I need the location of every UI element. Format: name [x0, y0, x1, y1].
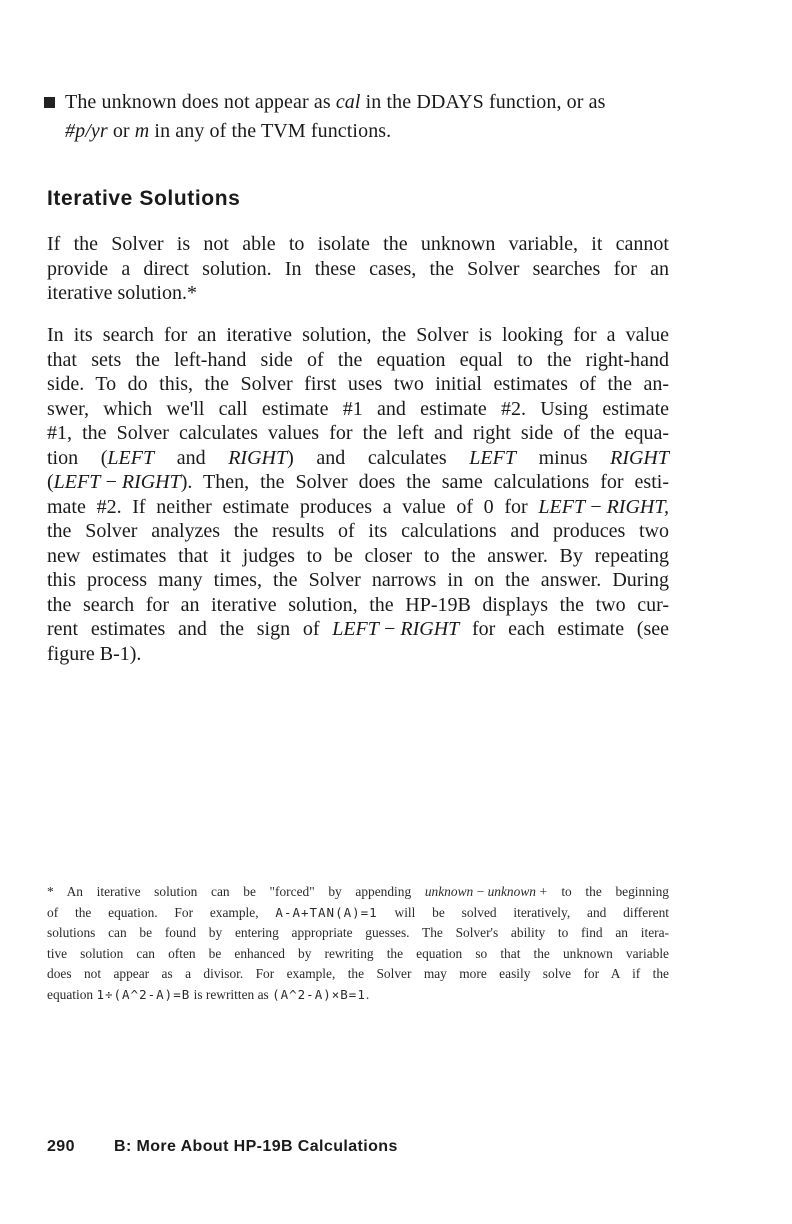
text-run: mate #2. If neither estimate produces a value of 0 for	[47, 495, 539, 518]
paragraph-line: swer, which we'll call estimate #1 and estimate #2. Using estimate	[47, 397, 669, 420]
paragraph-iterative-search	[47, 323, 669, 666]
text-run: for each estimate (see	[459, 618, 670, 640]
text-run: ) and calculates	[287, 446, 470, 469]
equation-code: A-A+TAN(A)=1	[275, 904, 378, 920]
footnote-line: does not appear as a divisor. For example, the Solver may more easily solve for A if the	[47, 966, 669, 982]
text-run: .	[365, 986, 370, 1002]
paragraph-line: this process many times, the Solver narrows in on the answer. During	[47, 569, 669, 591]
bullet-italic-pyr: #p/yr	[65, 120, 108, 142]
paragraph-line: provide a direct solution. In these cases, the Solver searches for an	[47, 257, 669, 280]
paragraph-line: #1, the Solver calculates values for the left and right side of the equa-	[47, 422, 669, 444]
italic-left-minus-right: LEFT − RIGHT	[332, 618, 460, 640]
bullet-italic-cal: cal	[335, 91, 361, 113]
footnote-line	[47, 903, 669, 924]
paragraph-line	[47, 470, 669, 495]
italic-right: RIGHT	[228, 446, 288, 469]
bullet-text-run: in the DDAYS function, or as	[360, 91, 606, 113]
italic-left-minus-right: LEFT − RIGHT	[53, 471, 181, 493]
equation-code: 1÷(A^2-A)=B	[96, 986, 191, 1002]
bullet-text	[65, 88, 684, 146]
bullet-item	[44, 88, 684, 146]
italic-left: LEFT	[469, 446, 516, 469]
text-run: (	[47, 471, 54, 493]
text-run: will be solved iteratively, and different	[377, 904, 670, 920]
footnote-line	[47, 985, 669, 1006]
bullet-text-run: or	[107, 120, 135, 142]
equation-code: (A^2-A)×B=1	[272, 986, 366, 1002]
text-run: rent estimates and the sign of	[47, 618, 333, 640]
footnote-line: tive solution can often be enhanced by rewriting the equation so that the unknown variable	[47, 945, 669, 961]
paragraph-line: the Solver analyzes the results of its calculations and produces two	[47, 520, 669, 542]
paragraph-line: side. To do this, the Solver first uses two initial estimates of the an-	[47, 373, 669, 395]
text-run: ). Then, the Solver does the same calculations for esti-	[180, 471, 669, 493]
paragraph-line: In its search for an iterative solution, the Solver is looking for a value	[47, 324, 669, 346]
footnote-line: solutions can be found by entering appropriate guesses. The Solver's ability to find an itera-	[47, 925, 669, 941]
text-run: * An iterative solution can be "forced" by appending	[47, 884, 425, 899]
text-run: is rewritten as	[190, 986, 273, 1002]
paragraph-line: new estimates that it judges to be closer to the answer. By repeating	[47, 544, 669, 567]
italic-left: LEFT	[107, 446, 155, 469]
paragraph-line: figure B-1).	[47, 642, 142, 665]
text-run: of the equation. For example,	[47, 904, 276, 920]
page-number: 290	[47, 1138, 75, 1155]
paragraph-line	[47, 495, 669, 520]
chapter-title: B: More About HP-19B Calculations	[114, 1138, 398, 1155]
bullet-text-run: in any of the TVM functions.	[149, 120, 392, 142]
square-bullet-icon	[44, 97, 55, 108]
text-run: equation	[47, 986, 97, 1002]
italic-left-minus-right: LEFT − RIGHT,	[538, 495, 669, 518]
italic-right: RIGHT	[610, 446, 669, 469]
text-run: tion (	[47, 446, 108, 469]
text-run: to the beginning	[547, 884, 669, 899]
page-footer	[47, 1138, 398, 1156]
section-title: Iterative Solutions	[47, 187, 241, 210]
footnote-line	[47, 882, 669, 903]
paragraph-line: iterative solution.*	[47, 282, 197, 304]
paragraph-line	[47, 446, 669, 471]
paragraph-line: If the Solver is not able to isolate the unknown variable, it cannot	[47, 233, 669, 255]
text-run: and	[154, 446, 229, 469]
bullet-text-run: The unknown does not appear as	[65, 91, 336, 113]
footnote	[47, 882, 669, 1006]
bullet-italic-m: m	[134, 120, 150, 142]
paragraph-line: the search for an iterative solution, the HP-19B displays the two cur-	[47, 593, 669, 616]
paragraph-line: that sets the left-hand side of the equation equal to the right-hand	[47, 348, 669, 371]
paragraph-intro	[47, 232, 669, 306]
text-run: minus	[515, 446, 611, 469]
paragraph-line	[47, 617, 669, 642]
italic-unknown-expression: unknown − unknown +	[424, 884, 548, 899]
